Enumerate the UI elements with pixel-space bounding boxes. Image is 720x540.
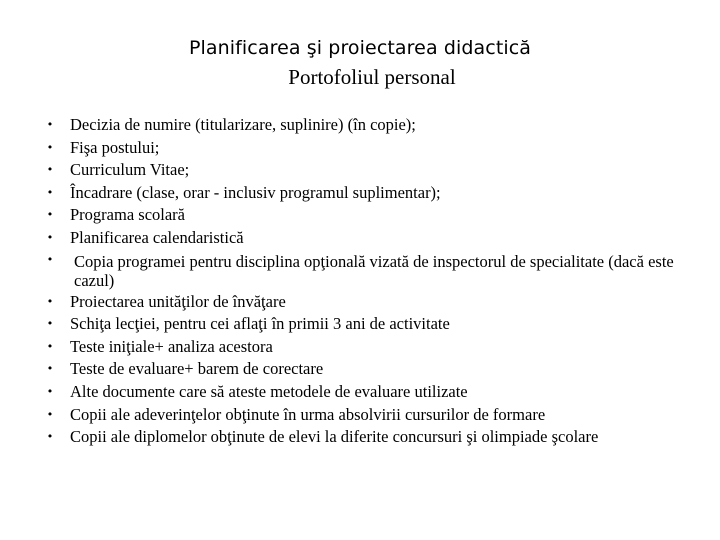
list-item-text: Proiectarea unităţilor de învăţare bbox=[70, 291, 286, 311]
list-item-text: Copii ale adeverinţelor obţinute în urma absolvirii cursurilor de formare bbox=[70, 404, 546, 424]
bullet-icon: • bbox=[46, 362, 54, 376]
list-item bbox=[44, 182, 704, 205]
list-item bbox=[44, 313, 704, 336]
bullet-icon: • bbox=[46, 163, 54, 177]
list-item-text: Teste de evaluare+ barem de corectare bbox=[70, 359, 324, 379]
list-item-text: Decizia de numire (titularizare, suplinire) (în copie); bbox=[70, 115, 416, 134]
list-item bbox=[44, 137, 704, 160]
bullet-icon: • bbox=[46, 430, 54, 444]
bullet-icon: • bbox=[46, 294, 54, 308]
bullet-icon: • bbox=[46, 384, 54, 398]
list-item-text: Încadrare (clase, orar - inclusiv programul suplimentar); bbox=[70, 182, 441, 202]
bullet-icon: • bbox=[46, 407, 54, 421]
list-item bbox=[44, 159, 704, 182]
list-item bbox=[44, 291, 704, 314]
list-item bbox=[44, 381, 704, 404]
bullet-icon: • bbox=[46, 185, 54, 199]
slide-title: Planificarea şi proiectarea didactică bbox=[188, 37, 532, 59]
slide-subtitle: Portofoliul personal bbox=[288, 65, 456, 89]
bullet-icon: • bbox=[46, 140, 54, 154]
list-item bbox=[44, 114, 704, 137]
list-item-text: Curriculum Vitae; bbox=[70, 160, 190, 180]
list-item bbox=[44, 227, 704, 250]
bullet-icon: • bbox=[46, 208, 54, 222]
list-item-text: Planificarea calendaristică bbox=[70, 227, 244, 247]
bullet-icon: • bbox=[46, 339, 54, 353]
bullet-icon: • bbox=[46, 118, 54, 131]
list-item bbox=[44, 404, 704, 427]
list-item-text: Schiţa lecţiei, pentru cei aflaţi în primii 3 ani de activitate bbox=[70, 314, 450, 334]
list-item-text: Fişa postului; bbox=[70, 137, 160, 157]
list-item bbox=[44, 204, 704, 227]
list-item bbox=[44, 358, 704, 381]
portfolio-list bbox=[44, 114, 704, 449]
list-item bbox=[44, 336, 704, 359]
list-item bbox=[44, 250, 704, 291]
list-item-text: Alte documente care să ateste metodele de evaluare utilizate bbox=[70, 381, 468, 401]
list-item-text: Copia programei pentru disciplina opţională vizată de inspectorul de specialitate (dacă este cazul) bbox=[74, 251, 674, 290]
bullet-icon: • bbox=[46, 317, 54, 331]
list-item-text: Programa scolară bbox=[70, 205, 185, 225]
list-item bbox=[44, 426, 704, 449]
bullet-icon: • bbox=[46, 252, 54, 266]
list-item-text: Teste iniţiale+ analiza acestora bbox=[70, 336, 273, 356]
bullet-icon: • bbox=[46, 230, 54, 244]
list-item-text: Copii ale diplomelor obţinute de elevi la diferite concursuri şi olimpiade şcolare bbox=[70, 427, 599, 447]
